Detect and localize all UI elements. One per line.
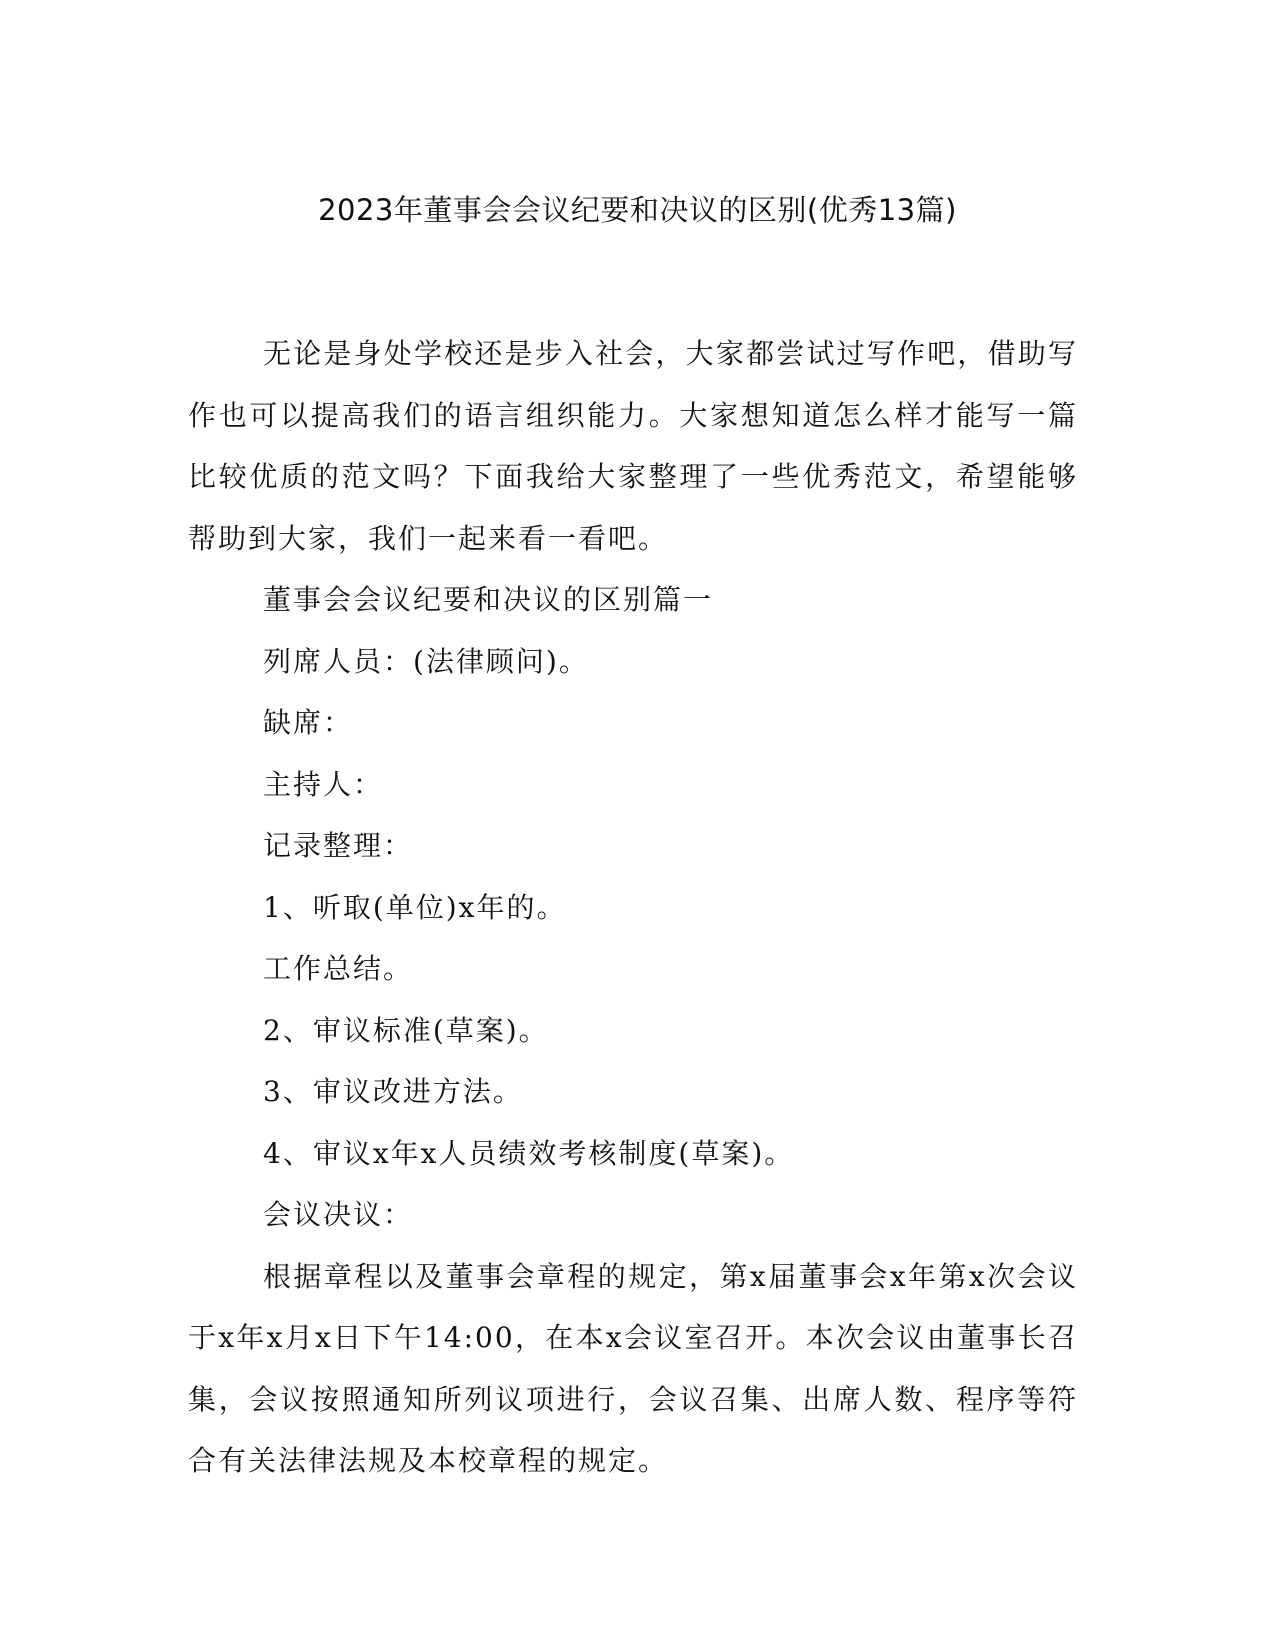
attendees-line: 列席人员：(法律顾问)。	[263, 644, 589, 678]
resolution-paragraph: 根据章程以及董事会章程的规定，第x届董事会x年第x次会议于x年x月x日下午14:00，在本x会议室召开。本次会议由董事长召集，会议按照通知所列议项进行，会议召集、出席人数、程序等符合有关法律法规及本校章程的规定。	[188, 1259, 1078, 1477]
section-heading: 董事会会议纪要和决议的区别篇一	[263, 583, 714, 616]
agenda-item-1-continued: 工作总结。	[263, 952, 414, 985]
resolution-heading: 会议决议：	[263, 1198, 414, 1231]
agenda-item-3: 3、审议改进方法。	[263, 1075, 523, 1108]
host-line: 主持人：	[263, 767, 384, 801]
absent-line: 缺席：	[263, 706, 354, 739]
recorder-line: 记录整理：	[263, 829, 414, 862]
document-body	[188, 323, 1078, 1492]
agenda-item-1: 1、听取(单位)x年的。	[263, 890, 567, 924]
agenda-item-2: 2、审议标准(草案)。	[263, 1013, 549, 1047]
agenda-item-4: 4、审议x年x人员绩效考核制度(草案)。	[263, 1136, 795, 1170]
document-title: 2023年董事会会议纪要和决议的区别(优秀13篇)	[318, 193, 957, 227]
intro-paragraph: 无论是身处学校还是步入社会，大家都尝试过写作吧，借助写作也可以提高我们的语言组织能力。大家想知道怎么样才能写一篇比较优质的范文吗？下面我给大家整理了一些优秀范文，希望能够帮助到大家，我们一起来看一看吧。	[188, 337, 1078, 555]
